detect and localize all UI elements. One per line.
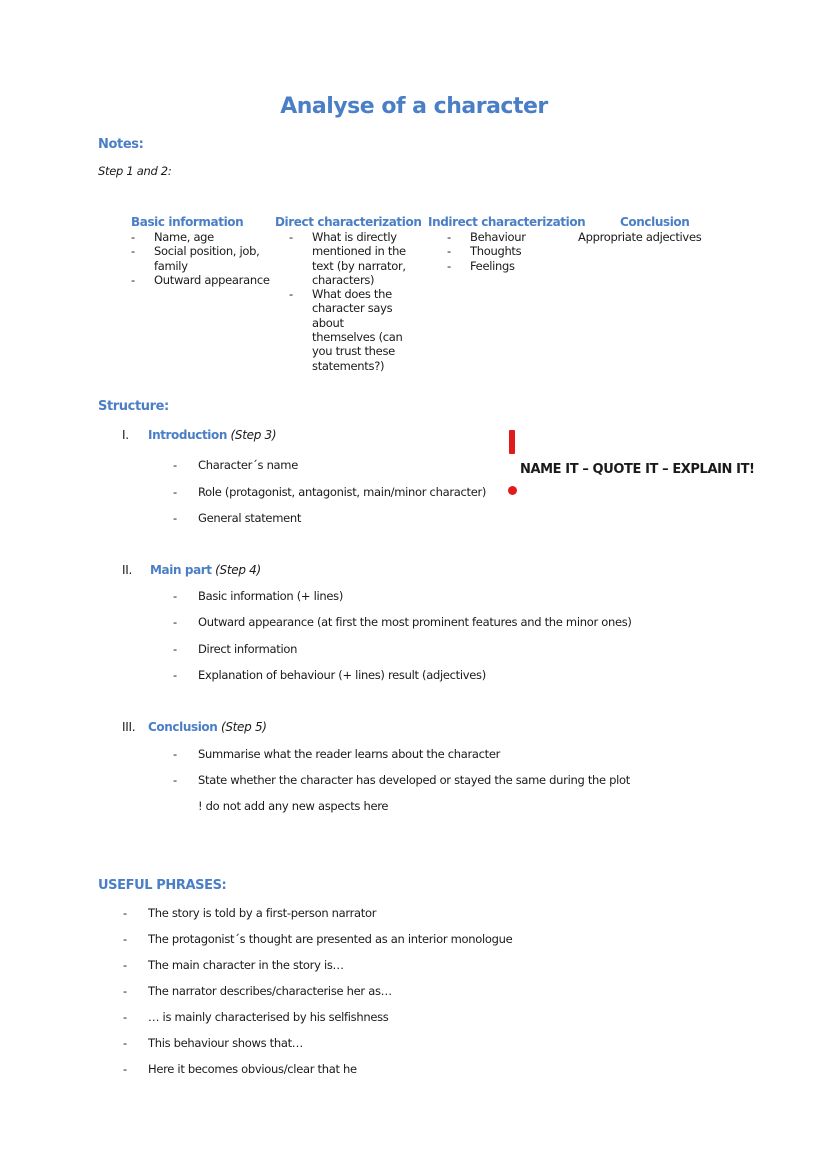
section-introduction bbox=[122, 428, 276, 442]
red-marker-dot bbox=[508, 486, 517, 495]
column-heading: Indirect characterization bbox=[428, 215, 586, 229]
section-heading: Main part bbox=[150, 563, 212, 577]
section-numeral: III. bbox=[122, 720, 136, 734]
conclusion-text: Appropriate adjectives bbox=[578, 230, 702, 244]
list-item: - Feelings bbox=[447, 259, 568, 273]
red-marker-bar bbox=[509, 430, 515, 454]
column-heading: Basic information bbox=[131, 215, 244, 229]
column-direct-characterization bbox=[275, 215, 422, 373]
list-item: - Thoughts bbox=[447, 244, 568, 258]
list-item: - Social position, job, family bbox=[131, 244, 271, 273]
list-item: - What is directly mentioned in the text (by narrator, characters) bbox=[289, 230, 410, 287]
structure-label: Structure: bbox=[98, 399, 169, 414]
column-indirect-characterization bbox=[428, 215, 586, 273]
section-main-part bbox=[122, 563, 261, 577]
section-heading: Introduction bbox=[148, 428, 227, 442]
list-item: - What does the character says about themselves (can you trust these statements?) bbox=[289, 287, 410, 373]
section-step: (Step 5) bbox=[220, 720, 267, 734]
section-conclusion bbox=[122, 720, 267, 734]
column-basic-information bbox=[131, 215, 271, 287]
section-heading: Conclusion bbox=[148, 720, 218, 734]
column-heading: Conclusion bbox=[620, 215, 690, 229]
list-item: - Outward appearance bbox=[131, 273, 271, 287]
useful-phrases-label: USEFUL PHRASES: bbox=[98, 878, 227, 893]
step-1-2-label: Step 1 and 2: bbox=[98, 164, 172, 178]
notes-label: Notes: bbox=[98, 137, 144, 152]
list-item: - Behaviour bbox=[447, 230, 568, 244]
page-title: Analyse of a character bbox=[280, 94, 548, 119]
section-numeral: II. bbox=[122, 563, 132, 577]
list-item: - Name, age bbox=[131, 230, 271, 244]
section-numeral: I. bbox=[122, 428, 129, 442]
column-conclusion bbox=[578, 215, 723, 244]
column-heading: Direct characterization bbox=[275, 215, 422, 229]
callout-text: NAME IT – QUOTE IT – EXPLAIN IT! bbox=[520, 462, 755, 477]
section-step: (Step 3) bbox=[230, 428, 277, 442]
section-step: (Step 4) bbox=[215, 563, 261, 577]
